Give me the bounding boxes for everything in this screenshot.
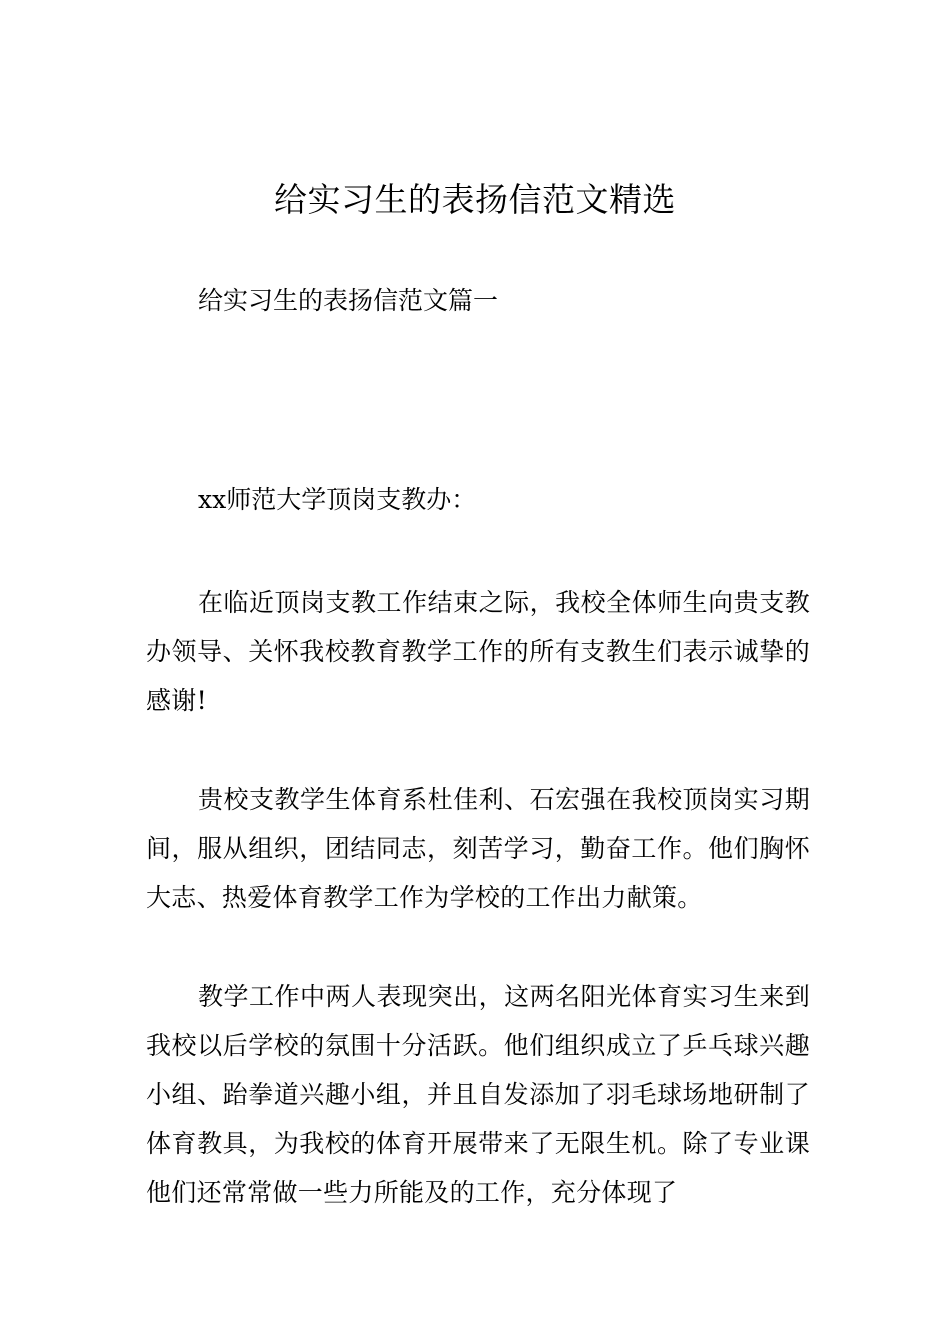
document-title: 给实习生的表扬信范文精选 — [274, 180, 676, 219]
body-paragraph: 贵校支教学生体育系杜佳利、石宏强在我校顶岗实习期间，服从组织，团结同志，刻苦学习，勤奋工作。他们胸怀大志、热爱体育教学工作为学校的工作出力献策。 — [146, 785, 810, 912]
body-paragraph: 在临近顶岗支教工作结束之际，我校全体师生向贵支教办领导、关怀我校教育教学工作的所有支教生们表示诚挚的感谢! — [146, 588, 810, 715]
document-subtitle: 给实习生的表扬信范文篇一 — [198, 286, 499, 315]
body-paragraph: 教学工作中两人表现突出，这两名阳光体育实习生来到我校以后学校的氛围十分活跃。他们组织成立了乒乓球兴趣小组、跆拳道兴趣小组，并且自发添加了羽毛球场地研制了体育教具，为我校的体育开展带来了无限生机。除了专业课他们还常常做一些力所能及的工作，充分体现了 — [146, 982, 810, 1207]
letter-salutation: xx师范大学顶岗支教办： — [198, 485, 477, 514]
